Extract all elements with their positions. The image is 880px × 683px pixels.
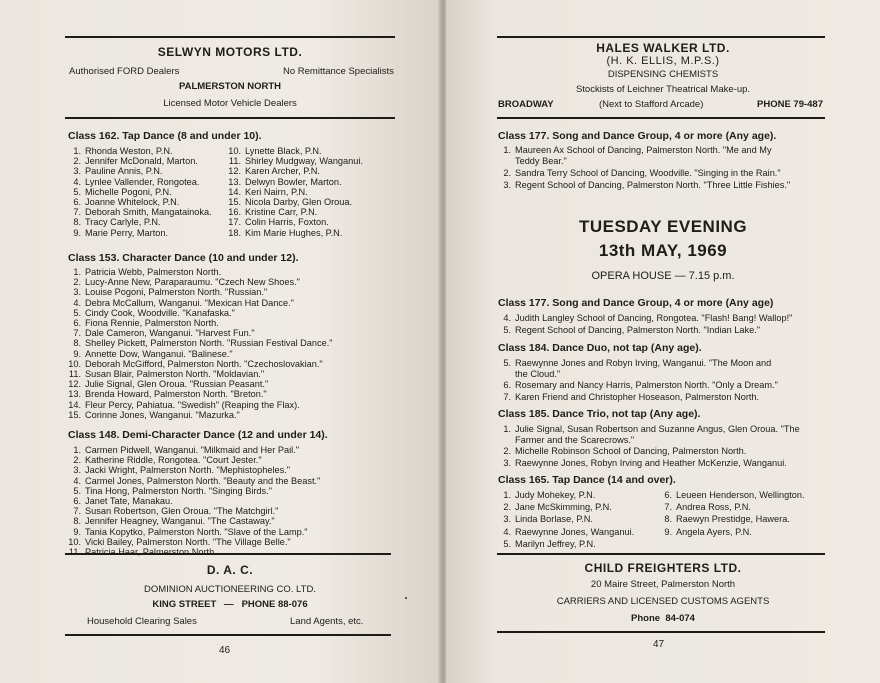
list-item — [68, 318, 333, 328]
entry-text: Shelley Pickett, Palmerston North. "Russian Festival Dance." — [85, 338, 333, 349]
entry-number: 8. — [73, 217, 81, 228]
entry-number: 3. — [503, 457, 511, 468]
list-item — [498, 458, 800, 469]
entry-number: 3. — [503, 179, 511, 190]
entry-text: Annette Dow, Wanganui. "Balinese." — [85, 348, 233, 359]
list-item — [498, 325, 792, 336]
entry-number: 8. — [664, 514, 672, 525]
list-item — [498, 435, 800, 446]
dac-land-agents: Land Agents, etc. — [290, 616, 364, 627]
entry-text: Rosemary and Nancy Harris, Palmerston North. "Only a Dream." — [515, 380, 778, 391]
entry-text: Raewynne Jones, Robyn Irving and Heather McKenzie, Wanganui. — [515, 457, 787, 468]
entry-text: Jennifer Heagney, Wanganui. "The Castaway." — [85, 516, 275, 527]
entry-text: Leueen Henderson, Wellington. — [676, 490, 805, 500]
entry-number: 7. — [73, 506, 81, 517]
entry-number: 17. — [228, 217, 241, 228]
top-ad-rule-top — [65, 36, 395, 38]
entry-text: Judith Langley School of Dancing, Rongotea. "Flash! Bang! Wallop!" — [515, 313, 793, 323]
entry-number: 4. — [73, 475, 81, 486]
entry-number: 10. — [68, 536, 81, 547]
entry-number: 16. — [228, 207, 241, 218]
class-148-list — [68, 445, 320, 557]
list-item — [498, 180, 790, 191]
entry-text: Carmel Jones, Palmerston North. "Beauty and the Beast." — [85, 475, 321, 486]
entry-number: 12. — [228, 166, 241, 177]
hales-ellis: (H. K. ELLIS, M.P.S.) — [606, 55, 720, 67]
hales-broadway: BROADWAY — [498, 99, 554, 110]
class-165-col1 — [498, 489, 634, 550]
class-177-list — [498, 145, 790, 192]
entry-text: Julie Signal, Susan Robertson and Suzanne Angus, Glen Oroua. "The — [515, 424, 800, 434]
list-item — [228, 187, 363, 197]
list-item — [68, 496, 320, 506]
entry-text: Jacki Wright, Palmerston North. "Mephistopheles." — [85, 465, 290, 476]
entry-number: 11. — [68, 547, 81, 558]
entry-number: 15. — [68, 409, 81, 420]
list-item — [68, 527, 320, 537]
list-item — [498, 168, 790, 179]
entry-text: Tina Hong, Palmerston North. "Singing Birds." — [85, 485, 272, 496]
entry-number: 10. — [228, 146, 241, 156]
selwyn-city: PALMERSTON NORTH — [178, 81, 282, 92]
list-item — [68, 228, 212, 238]
entry-number: 4. — [503, 313, 511, 323]
entry-text: Louise Pogoni, Palmerston North. "Russian." — [85, 287, 268, 298]
entry-number: 5. — [503, 358, 511, 368]
entry-number: 1. — [503, 424, 511, 434]
selwyn-licensed: Licensed Motor Vehicle Dealers — [163, 98, 297, 109]
hales-phone: PHONE 79-487 — [757, 99, 824, 110]
entry-number: 12. — [68, 379, 81, 390]
list-item — [228, 177, 363, 187]
entry-number: 6. — [664, 490, 672, 500]
list-item — [228, 166, 363, 176]
class-185-list — [498, 424, 800, 469]
entry-text: Jennifer McDonald, Marton. — [85, 156, 198, 167]
child-carriers: CARRIERS AND LICENSED CUSTOMS AGENTS — [556, 596, 770, 607]
entry-text: Judy Mohekey, P.N. — [515, 490, 596, 500]
entry-number: 18. — [228, 227, 241, 238]
entry-number: 6. — [73, 318, 81, 329]
entry-text: Delwyn Bowler, Marton. — [245, 176, 342, 187]
entry-text: Tracy Carlyle, P.N. — [85, 217, 161, 228]
entry-number: 5. — [503, 324, 511, 335]
entry-text: Patricia Haar, Palmerston North. — [85, 547, 217, 558]
entry-number: 9. — [73, 227, 81, 238]
list-item — [228, 197, 363, 207]
evening-venue: OPERA HOUSE — 7.15 p.m. — [591, 270, 735, 282]
entry-text: Kristine Carr, P.N. — [245, 207, 318, 218]
entry-text: Regent School of Dancing, Palmerston North. "Three Little Fishies." — [515, 179, 791, 190]
class-148-heading: Class 148. Demi-Character Dance (12 and under 14). — [68, 429, 328, 441]
right-page — [446, 0, 880, 683]
list-item — [68, 379, 333, 389]
list-item — [498, 313, 792, 324]
entry-text: Joanne Whitelock, P.N. — [85, 197, 180, 208]
entry-text: Raewynne Jones and Robyn Irving, Wanganui. "The Moon and — [515, 358, 772, 368]
list-item — [498, 358, 778, 369]
list-item — [228, 156, 363, 166]
class-165-heading: Class 165. Tap Dance (14 and over). — [498, 474, 676, 486]
list-item — [498, 446, 800, 457]
entry-text: Deborah Smith, Mangatainoka. — [85, 207, 212, 218]
list-item — [68, 349, 333, 359]
entry-text: Lynette Black, P.N. — [245, 146, 322, 156]
entry-number: 9. — [73, 348, 81, 359]
selwyn-motors-title: SELWYN MOTORS LTD. — [157, 45, 303, 59]
entry-text: Angela Ayers, P.N. — [676, 526, 752, 537]
list-item — [68, 156, 212, 166]
entry-number: 1. — [503, 490, 511, 500]
list-item — [68, 476, 320, 486]
list-item — [68, 400, 333, 410]
entry-text: Lucy-Anne New, Paraparaumu. "Czech New Shoes." — [85, 277, 300, 288]
list-item — [68, 410, 333, 420]
entry-text: Linda Borlase, P.N. — [515, 514, 593, 525]
entry-number: 3. — [73, 166, 81, 177]
entry-text: Tania Kopytko, Palmerston North. "Slave of the Lamp." — [85, 526, 308, 537]
class-165-col2 — [659, 489, 805, 538]
entry-number: 6. — [73, 197, 81, 208]
list-item — [659, 526, 805, 538]
child-rule-bottom — [497, 631, 825, 633]
entry-text: Nicola Darby, Glen Oroua. — [245, 197, 353, 208]
entry-number: 6. — [73, 496, 81, 507]
entry-text: Karen Friend and Christopher Hoseason, Palmerston North. — [515, 391, 760, 402]
entry-text: Farmer and the Scarecrows." — [515, 434, 635, 445]
entry-text: Dale Cameron, Wanganui. "Harvest Fun." — [85, 328, 255, 339]
class-153-heading: Class 153. Character Dance (10 and under 12). — [68, 252, 299, 264]
entry-text: Sandra Terry School of Dancing, Woodville. "Singing in the Rain." — [515, 167, 781, 178]
entry-number: 1. — [73, 267, 81, 277]
entry-text: Cindy Cook, Woodville. "Kanafaska." — [85, 307, 235, 318]
entry-text: Julie Signal, Glen Oroua. "Russian Peasant." — [85, 379, 269, 390]
entry-number: 3. — [503, 514, 511, 525]
dac-company: DOMINION AUCTIONEERING CO. LTD. — [144, 584, 316, 595]
entry-number: 5. — [503, 538, 511, 549]
list-item — [68, 445, 320, 455]
entry-number: 7. — [664, 502, 672, 513]
entry-text: Andrea Ross, P.N. — [676, 502, 751, 513]
page-number-46: 46 — [219, 645, 231, 656]
entry-text: Fleur Percy, Pahiatua. "Swedish" (Reaping the Flax). — [85, 399, 300, 410]
list-item — [68, 298, 333, 308]
list-item — [68, 328, 333, 338]
list-item — [498, 424, 800, 435]
list-item — [498, 489, 634, 501]
speck — [405, 597, 407, 599]
list-item — [68, 267, 333, 277]
list-item — [68, 166, 212, 176]
hales-stafford: (Next to Stafford Arcade) — [599, 99, 704, 110]
list-item — [659, 501, 805, 513]
list-item — [228, 207, 363, 217]
hales-leichner: Stockists of Leichner Theatrical Make-up. — [575, 84, 751, 95]
list-item — [498, 526, 634, 538]
entry-text: Debra McCallum, Wanganui. "Mexican Hat Dance." — [85, 297, 294, 308]
list-item — [68, 338, 333, 348]
entry-text: Janet Tate, Manakau. — [85, 496, 173, 507]
list-item — [659, 513, 805, 525]
list-item — [228, 146, 363, 156]
entry-number: 8. — [73, 338, 81, 349]
list-item — [498, 501, 634, 513]
entry-text: Michelle Pogoni, P.N. — [85, 186, 172, 197]
entry-text: Brenda Howard, Palmerston North. "Breton." — [85, 389, 267, 400]
entry-text: Marie Perry, Marton. — [85, 227, 169, 238]
evening-date: 13th MAY, 1969 — [598, 241, 728, 260]
class-162-heading: Class 162. Tap Dance (8 and under 10). — [68, 130, 262, 142]
list-item — [68, 369, 333, 379]
class-184-list — [498, 358, 778, 403]
list-item — [498, 538, 634, 550]
class-153-list — [68, 267, 333, 420]
list-item — [659, 489, 805, 501]
list-item — [498, 145, 790, 156]
entry-number: 13. — [228, 176, 241, 187]
entry-text: Teddy Bear." — [515, 155, 567, 166]
entry-text: Colin Harris, Foxton. — [245, 217, 329, 228]
entry-number: 6. — [503, 380, 511, 391]
entry-number: 3. — [73, 465, 81, 476]
entry-text: Regent School of Dancing, Palmerston North. "Indian Lake." — [515, 324, 761, 335]
entry-text: Fiona Rennie, Palmerston North. — [85, 318, 219, 329]
entry-text: Carmen Pidwell, Wanganui. "Milkmaid and Her Pail." — [85, 445, 300, 455]
entry-text: Michelle Robinson School of Dancing, Palmerston North. — [515, 446, 747, 457]
class-162-col2 — [228, 146, 363, 238]
bottom-ad-rule-bottom — [65, 634, 391, 636]
entry-gap — [498, 402, 778, 403]
list-item — [68, 359, 333, 369]
entry-text: Pauline Annis, P.N. — [85, 166, 163, 177]
entry-number: 5. — [73, 186, 81, 197]
entry-number: 2. — [503, 167, 511, 178]
child-rule-top — [497, 553, 825, 555]
entry-number: 14. — [228, 186, 241, 197]
entry-text: the Cloud." — [515, 368, 561, 379]
entry-number: 9. — [73, 526, 81, 537]
entry-text: Vicki Bailey, Palmerston North. "The Village Belle." — [85, 536, 291, 547]
entry-gap — [498, 190, 790, 192]
list-item — [68, 177, 212, 187]
entry-gap — [498, 468, 800, 469]
entry-number: 4. — [73, 176, 81, 187]
child-freighters-title: CHILD FREIGHTERS LTD. — [584, 561, 742, 575]
list-item — [68, 465, 320, 475]
hales-rule-top — [497, 36, 825, 38]
entry-number: 3. — [73, 287, 81, 298]
entry-number: 7. — [73, 207, 81, 218]
entry-text: Patricia Webb, Palmerston North. — [85, 267, 222, 277]
hales-chemists: DISPENSING CHEMISTS — [607, 69, 719, 80]
list-item — [68, 486, 320, 496]
entry-text: Susan Blair, Palmerston North. "Moldavian." — [85, 369, 265, 380]
entry-text: Kim Marie Hughes, P.N. — [245, 227, 343, 238]
list-item — [68, 308, 333, 318]
list-item — [68, 516, 320, 526]
entry-number: 5. — [73, 485, 81, 496]
list-item — [498, 513, 634, 525]
selwyn-remittance: No Remittance Specialists — [283, 66, 394, 77]
entry-number: 13. — [68, 389, 81, 400]
entry-text: Katherine Riddle, Rongotea. "Court Jester." — [85, 455, 262, 466]
entry-number: 11. — [228, 156, 241, 167]
class-184-heading: Class 184. Dance Duo, not tap (Any age). — [498, 342, 702, 354]
class-177-evening-heading: Class 177. Song and Dance Group, 4 or more (Any age) — [498, 297, 774, 309]
class-177-evening-list — [498, 313, 792, 336]
entry-number: 2. — [73, 156, 81, 167]
entry-text: Lynlee Vallender, Rongotea. — [85, 176, 200, 187]
list-item — [228, 228, 363, 238]
page-number-47: 47 — [653, 639, 665, 650]
class-162-col1 — [68, 146, 212, 238]
child-address: 20 Maire Street, Palmerston North — [590, 579, 736, 590]
entry-number: 2. — [73, 277, 81, 288]
entry-text: Keri Nairn, P.N. — [245, 186, 308, 197]
list-item — [228, 217, 363, 227]
entry-number: 10. — [68, 358, 81, 369]
list-item — [68, 197, 212, 207]
entry-number: 4. — [73, 297, 81, 308]
list-item — [68, 277, 333, 287]
list-item — [68, 537, 320, 547]
class-177-heading: Class 177. Song and Dance Group, 4 or more (Any age). — [498, 130, 777, 142]
list-item — [498, 156, 790, 167]
entry-number: 2. — [73, 455, 81, 466]
entry-number: 11. — [68, 369, 81, 380]
child-phone: Phone 84-074 — [631, 613, 695, 624]
entry-text: Maureen Ax School of Dancing, Palmerston North. "Me and My — [515, 145, 772, 155]
list-item — [498, 369, 778, 380]
list-item — [68, 187, 212, 197]
entry-text: Jane McSkimming, P.N. — [515, 502, 612, 513]
entry-text: Karen Archer, P.N. — [245, 166, 320, 177]
entry-text: Susan Robertson, Glen Oroua. "The Matchgirl." — [85, 506, 279, 517]
class-185-heading: Class 185. Dance Trio, not tap (Any age). — [498, 408, 701, 420]
entry-number: 2. — [503, 446, 511, 457]
entry-text: Raewyn Prestidge, Hawera. — [676, 514, 790, 525]
entry-number: 1. — [503, 145, 511, 155]
bottom-ad-rule-top — [65, 553, 391, 555]
list-item — [498, 380, 778, 391]
entry-gap — [498, 335, 792, 336]
entry-number: 1. — [73, 146, 81, 156]
entry-text: Raewynne Jones, Wanganui. — [515, 526, 635, 537]
dac-clearing-sales: Household Clearing Sales — [87, 616, 197, 627]
dac-address-phone: KING STREET — PHONE 88-076 — [152, 599, 308, 610]
entry-text: Rhonda Weston, P.N. — [85, 146, 173, 156]
entry-number: 8. — [73, 516, 81, 527]
entry-number: 7. — [73, 328, 81, 339]
entry-number: 1. — [73, 445, 81, 455]
list-item — [68, 455, 320, 465]
list-item — [68, 207, 212, 217]
entry-number: 5. — [73, 307, 81, 318]
dac-title: D. A. C. — [206, 563, 254, 577]
list-item — [68, 217, 212, 227]
list-item — [68, 146, 212, 156]
entry-text: Shirley Mudgway, Wanganui. — [245, 156, 363, 167]
entry-text: Marilyn Jeffrey, P.N. — [515, 538, 596, 549]
list-item — [498, 392, 778, 403]
entry-number: 14. — [68, 399, 81, 410]
hales-walker-title: HALES WALKER LTD. — [596, 41, 730, 55]
entry-number: 9. — [664, 526, 672, 537]
evening-day: TUESDAY EVENING — [578, 217, 748, 236]
entry-text: Deborah McGifford, Palmerston North. "Czechoslovakian." — [85, 358, 323, 369]
entry-number: 4. — [503, 526, 511, 537]
list-item — [68, 506, 320, 516]
entry-text: Corinne Jones, Wanganui. "Mazurka." — [85, 409, 240, 420]
list-item — [68, 287, 333, 297]
list-item — [68, 389, 333, 399]
top-ad-rule-bottom — [65, 117, 395, 119]
entry-number: 2. — [503, 502, 511, 513]
entry-number: 7. — [503, 391, 511, 402]
entry-number: 15. — [228, 197, 241, 208]
hales-rule-bottom — [497, 117, 825, 119]
selwyn-ford-dealers: Authorised FORD Dealers — [69, 66, 180, 77]
